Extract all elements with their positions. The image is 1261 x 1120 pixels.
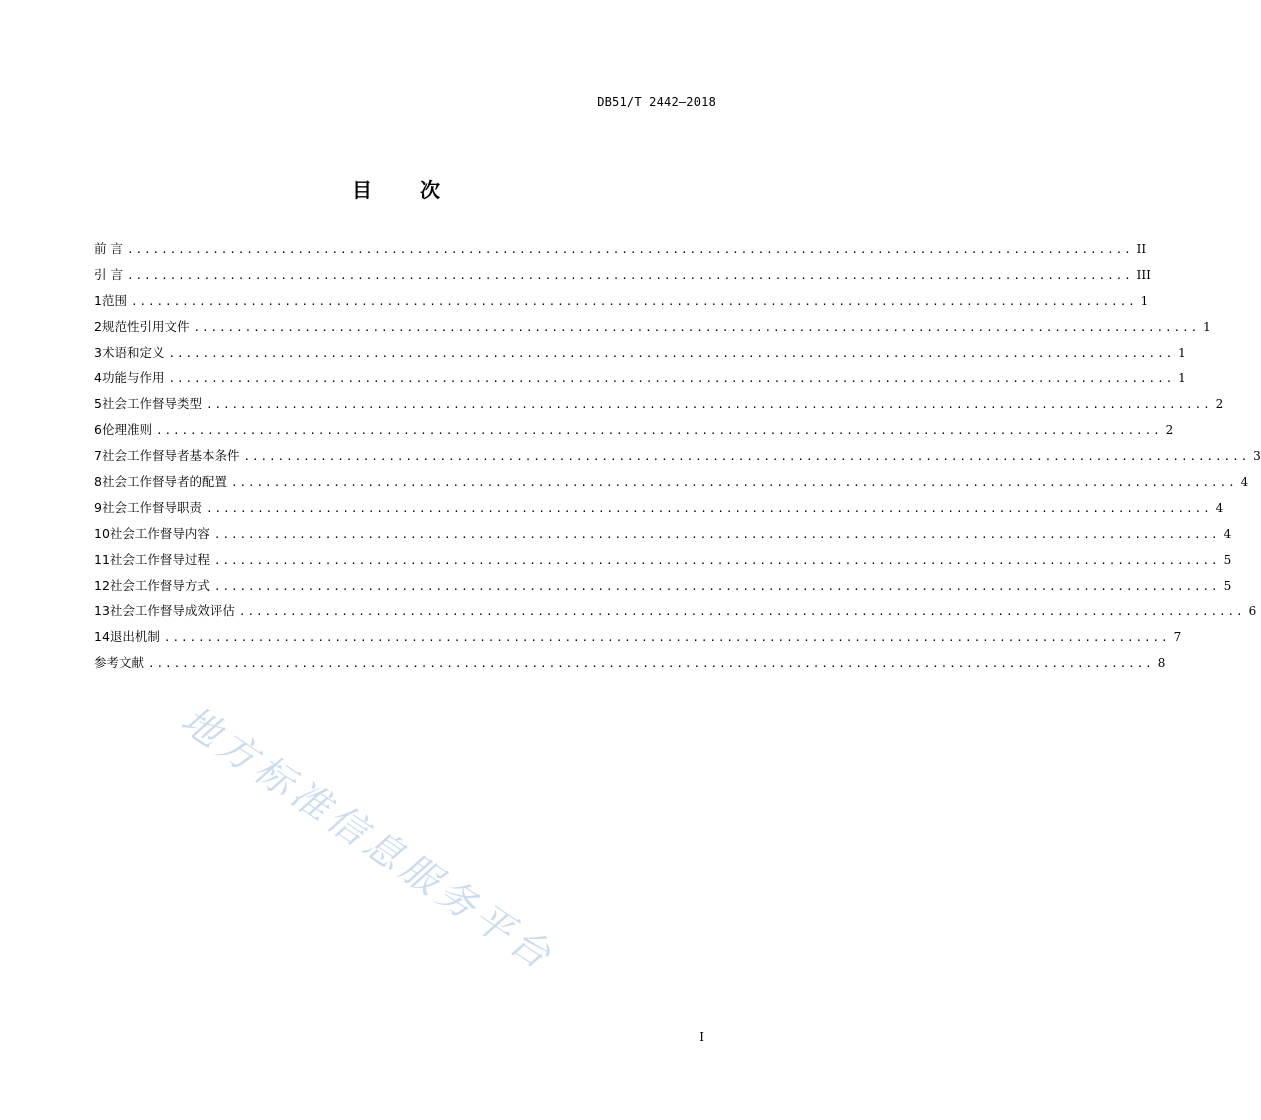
toc-entry-4[interactable] bbox=[94, 368, 1186, 394]
toc-entry-page: 5 bbox=[1223, 578, 1232, 593]
toc-leader-dots: ...................................................................................................................... bbox=[163, 631, 1170, 645]
toc-entry-foreword[interactable] bbox=[94, 239, 1147, 265]
toc-entry-number: 10 bbox=[94, 525, 110, 541]
toc-entry-3[interactable] bbox=[94, 343, 1186, 369]
toc-entry-title: 社会工作督导职责 bbox=[101, 499, 202, 515]
toc-entry-12[interactable] bbox=[94, 576, 1232, 602]
toc-entry-page: 4 bbox=[1240, 475, 1249, 490]
page-number: I bbox=[699, 1030, 704, 1044]
toc-entry-10[interactable] bbox=[94, 524, 1232, 550]
toc-entry-6[interactable] bbox=[94, 420, 1174, 446]
toc-entry-page: 2 bbox=[1165, 423, 1174, 438]
document-code: DB51/T 2442—2018 bbox=[597, 95, 716, 109]
toc-entry-page: 7 bbox=[1173, 630, 1182, 645]
toc-entry-page: 6 bbox=[1248, 604, 1257, 619]
toc-leader-dots: ...................................................................................................................... bbox=[126, 243, 1133, 256]
toc-leader-dots: ...................................................................................................................... bbox=[155, 424, 1162, 438]
toc-entry-title: 社会工作督导类型 bbox=[101, 396, 202, 412]
toc-entry-number: 4 bbox=[94, 370, 102, 386]
toc-entry-number: 11 bbox=[94, 551, 110, 567]
toc-entry-number: 8 bbox=[94, 474, 102, 490]
toc-entry-title: 参考文献 bbox=[94, 655, 145, 671]
page-title-char-1: 目 bbox=[352, 178, 372, 202]
toc-entry-number: 14 bbox=[94, 629, 110, 645]
toc-entry-number: 5 bbox=[94, 396, 102, 412]
toc-entry-title: 社会工作督导内容 bbox=[109, 525, 210, 541]
toc-entry-title: 社会工作督导成效评估 bbox=[109, 603, 235, 619]
toc-leader-dots: ...................................................................................................................... bbox=[213, 579, 1220, 593]
toc-entry-page: 1 bbox=[1178, 345, 1186, 360]
toc-entry-number: 6 bbox=[94, 422, 102, 438]
toc-entry-title: 术语和定义 bbox=[101, 344, 165, 360]
toc-entry-8[interactable] bbox=[94, 472, 1249, 498]
toc-entry-11[interactable] bbox=[94, 550, 1232, 576]
toc-entry-number: 2 bbox=[94, 318, 102, 334]
toc-entry-page: 4 bbox=[1223, 526, 1232, 541]
toc-entry-page: 8 bbox=[1157, 656, 1166, 671]
toc-leader-dots: ...................................................................................................................... bbox=[213, 553, 1220, 567]
toc-entry-title: 社会工作督导者的配置 bbox=[101, 474, 227, 490]
toc-entry-title: 社会工作督导者基本条件 bbox=[101, 448, 240, 464]
toc-entry-5[interactable] bbox=[94, 394, 1224, 420]
toc-leader-dots: ...................................................................................................................... bbox=[243, 450, 1250, 464]
toc-entry-references[interactable] bbox=[94, 653, 1166, 679]
toc-entry-page: 1 bbox=[1178, 371, 1186, 386]
toc-leader-dots: ...................................................................................................................... bbox=[130, 294, 1137, 308]
toc-entry-number: 13 bbox=[94, 603, 110, 619]
toc-entry-page: 3 bbox=[1253, 449, 1261, 464]
toc-entry-title: 范围 bbox=[101, 292, 127, 308]
toc-entry-1[interactable] bbox=[94, 291, 1149, 317]
toc-entry-title: 社会工作督导过程 bbox=[109, 551, 210, 567]
toc-entry-page: 1 bbox=[1140, 293, 1149, 308]
toc-leader-dots: ...................................................................................................................... bbox=[230, 476, 1237, 490]
toc-entry-page: II bbox=[1136, 242, 1147, 256]
toc-leader-dots: ...................................................................................................................... bbox=[238, 605, 1245, 619]
toc-entry-9[interactable] bbox=[94, 498, 1224, 524]
toc-leader-dots: ...................................................................................................................... bbox=[168, 372, 1175, 386]
toc-entry-number: 3 bbox=[94, 344, 102, 360]
toc-entry-page: III bbox=[1136, 267, 1151, 282]
toc-leader-dots: ...................................................................................................................... bbox=[168, 346, 1175, 360]
toc-entry-page: 1 bbox=[1203, 319, 1211, 334]
toc-entry-page: 5 bbox=[1223, 552, 1232, 567]
toc-entry-number: 7 bbox=[94, 448, 102, 464]
toc-entry-title: 规范性引用文件 bbox=[101, 318, 190, 334]
toc-entry-2[interactable] bbox=[94, 317, 1211, 343]
toc-entry-7[interactable] bbox=[94, 446, 1261, 472]
toc-entry-title: 退出机制 bbox=[109, 629, 160, 645]
table-of-contents bbox=[94, 239, 1261, 679]
toc-leader-dots: ...................................................................................................................... bbox=[205, 398, 1212, 412]
toc-entry-title: 伦理准则 bbox=[101, 422, 152, 438]
watermark-text: 地方标准信息服务平台 bbox=[173, 697, 563, 980]
toc-entry-introduction[interactable] bbox=[94, 265, 1151, 291]
toc-leader-dots: ...................................................................................................................... bbox=[213, 527, 1220, 541]
toc-entry-13[interactable] bbox=[94, 601, 1257, 627]
toc-entry-number: 9 bbox=[94, 499, 102, 515]
toc-entry-number: 12 bbox=[94, 577, 110, 593]
toc-leader-dots: ...................................................................................................................... bbox=[193, 320, 1200, 334]
toc-leader-dots: ...................................................................................................................... bbox=[205, 501, 1212, 515]
toc-entry-14[interactable] bbox=[94, 627, 1182, 653]
toc-leader-dots: ...................................................................................................................... bbox=[126, 268, 1133, 282]
page-title bbox=[0, 174, 792, 203]
toc-entry-page: 2 bbox=[1215, 397, 1224, 412]
toc-entry-page: 4 bbox=[1215, 500, 1224, 515]
toc-entry-number: 1 bbox=[94, 292, 102, 308]
toc-leader-dots: ...................................................................................................................... bbox=[148, 657, 1154, 671]
toc-entry-title: 前 言 bbox=[94, 241, 123, 256]
toc-entry-title: 功能与作用 bbox=[101, 370, 165, 386]
page-title-char-2: 次 bbox=[420, 178, 440, 202]
toc-entry-title: 引 言 bbox=[94, 266, 123, 282]
toc-entry-title: 社会工作督导方式 bbox=[109, 577, 210, 593]
